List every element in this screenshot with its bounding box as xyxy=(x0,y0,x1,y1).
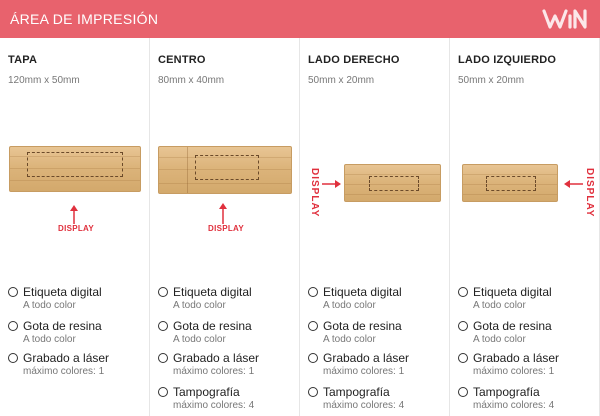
column-tapa xyxy=(0,38,150,416)
option-sub: A todo color xyxy=(473,300,526,311)
option-name: Tampografía xyxy=(473,385,540,399)
option-sub: máximo colores: 1 xyxy=(323,366,405,377)
radio-icon[interactable] xyxy=(158,287,168,297)
page-title: ÁREA DE IMPRESIÓN xyxy=(10,11,159,27)
product-image-right-side xyxy=(344,164,441,202)
option-sub: A todo color xyxy=(323,300,376,311)
product-image-top xyxy=(9,146,141,192)
option-name: Tampografía xyxy=(323,385,390,399)
option-sub: A todo color xyxy=(23,300,76,311)
column-dimensions: 80mm x 40mm xyxy=(158,75,225,86)
option-name: Gota de resina xyxy=(323,319,402,333)
radio-icon[interactable] xyxy=(308,353,318,363)
option-sub: A todo color xyxy=(173,300,226,311)
option-sub: A todo color xyxy=(473,334,526,345)
arrow-left-icon xyxy=(563,179,583,189)
product-image-center xyxy=(158,146,292,194)
column-title: CENTRO xyxy=(158,54,206,66)
option-name: Etiqueta digital xyxy=(473,285,552,299)
radio-icon[interactable] xyxy=(308,387,318,397)
option-name: Gota de resina xyxy=(173,319,252,333)
radio-icon[interactable] xyxy=(8,287,18,297)
option-sub: máximo colores: 1 xyxy=(473,366,555,377)
arrow-up-icon xyxy=(69,204,79,224)
option-sub: A todo color xyxy=(323,334,376,345)
arrow-up-icon xyxy=(218,202,228,224)
display-label: DISPLAY xyxy=(58,224,95,233)
column-title: LADO IZQUIERDO xyxy=(458,54,557,66)
radio-icon[interactable] xyxy=(458,321,468,331)
radio-icon[interactable] xyxy=(158,321,168,331)
print-area xyxy=(195,155,259,180)
option-name: Tampografía xyxy=(173,385,240,399)
option-name: Grabado a láser xyxy=(23,351,110,365)
option-sub: máximo colores: 1 xyxy=(23,366,105,377)
radio-icon[interactable] xyxy=(458,353,468,363)
radio-icon[interactable] xyxy=(8,321,18,331)
option-name: Gota de resina xyxy=(473,319,552,333)
option-sub: máximo colores: 4 xyxy=(173,400,255,411)
column-lado-izquierdo xyxy=(450,38,600,416)
print-area xyxy=(27,152,123,177)
column-title: TAPA xyxy=(8,54,38,66)
option-name: Etiqueta digital xyxy=(23,285,102,299)
option-sub: máximo colores: 4 xyxy=(323,400,405,411)
header-bar xyxy=(0,0,600,38)
option-name: Etiqueta digital xyxy=(323,285,402,299)
radio-icon[interactable] xyxy=(158,353,168,363)
column-title: LADO DERECHO xyxy=(308,54,400,66)
option-sub: máximo colores: 4 xyxy=(473,400,555,411)
display-label: DISPLAY xyxy=(208,224,245,233)
radio-icon[interactable] xyxy=(458,287,468,297)
radio-icon[interactable] xyxy=(158,387,168,397)
radio-icon[interactable] xyxy=(8,353,18,363)
column-lado-derecho xyxy=(300,38,450,416)
option-name: Etiqueta digital xyxy=(173,285,252,299)
display-label: DISPLAY xyxy=(309,168,320,218)
arrow-right-icon xyxy=(322,179,342,189)
column-dimensions: 50mm x 20mm xyxy=(308,75,375,86)
option-name: Grabado a láser xyxy=(173,351,260,365)
display-label: DISPLAY xyxy=(584,168,595,218)
option-name: Grabado a láser xyxy=(473,351,560,365)
radio-icon[interactable] xyxy=(458,387,468,397)
column-dimensions: 50mm x 20mm xyxy=(458,75,525,86)
column-centro xyxy=(150,38,300,416)
print-area xyxy=(369,176,419,191)
print-area xyxy=(486,176,536,191)
radio-icon[interactable] xyxy=(308,287,318,297)
column-dimensions: 120mm x 50mm xyxy=(8,75,80,86)
option-name: Grabado a láser xyxy=(323,351,410,365)
product-image-left-side xyxy=(462,164,558,202)
option-sub: máximo colores: 1 xyxy=(173,366,255,377)
brand-logo-icon xyxy=(542,8,588,30)
option-sub: A todo color xyxy=(23,334,76,345)
option-sub: A todo color xyxy=(173,334,226,345)
radio-icon[interactable] xyxy=(308,321,318,331)
option-name: Gota de resina xyxy=(23,319,102,333)
